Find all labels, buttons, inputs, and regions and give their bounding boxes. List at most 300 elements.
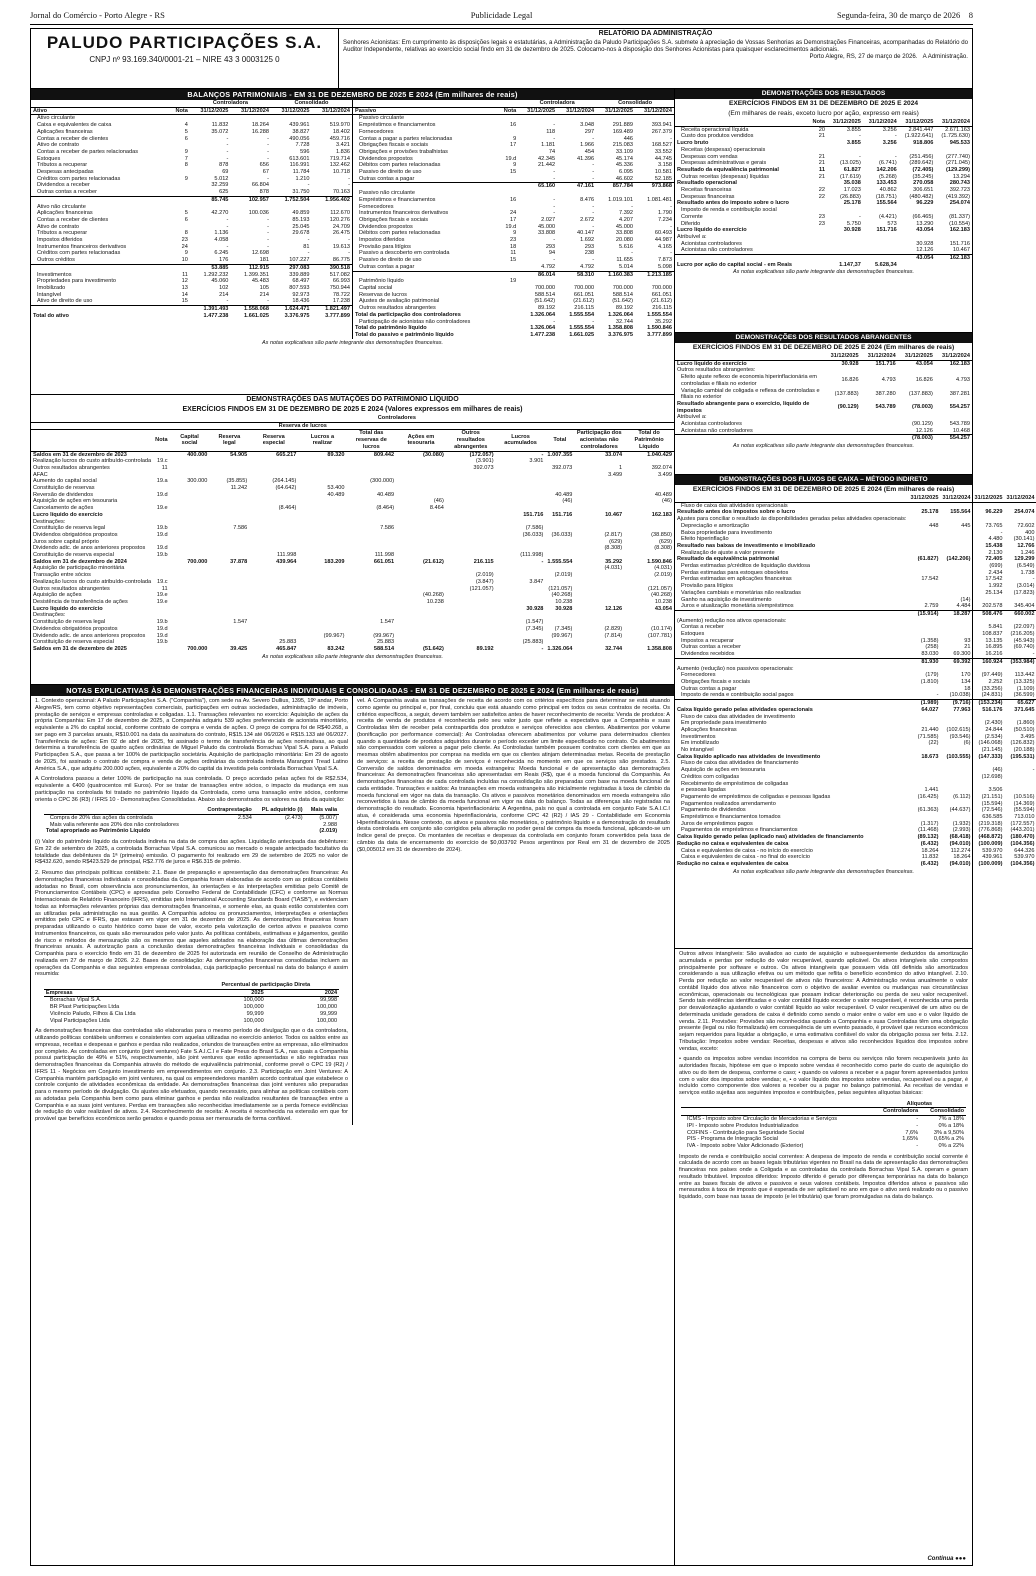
row-label: Caixa líquido gerado pelas atividades operacionais (677, 706, 813, 713)
cell-value: 588.514 (373, 645, 395, 652)
table-row (675, 154, 972, 161)
balance-sheet (31, 89, 675, 395)
cell-value: 33.808 (615, 230, 634, 237)
cell-value (635, 115, 674, 122)
cell-value (863, 147, 899, 154)
table-row (31, 579, 674, 586)
cell-value: - (307, 237, 310, 244)
cell-value: 93 (964, 637, 971, 644)
cell-value (346, 586, 396, 593)
col-date: 31/12/2024 (230, 107, 271, 115)
row-label: Saldos em 31 de dezembro de 2024 (33, 558, 127, 565)
income-statement (675, 89, 972, 333)
col-date: 31/12/2025 (899, 119, 936, 126)
cell-value: 516.176 (982, 706, 1003, 713)
cell-value (396, 572, 446, 579)
cell-value (190, 115, 231, 122)
cell-value: (10.038) (949, 692, 971, 699)
cell-value: 700.000 (573, 284, 595, 291)
cell-value: 4.792 (580, 263, 595, 270)
cell-value (254, 828, 305, 835)
cell-value: (81.337) (949, 213, 970, 220)
table-row (31, 606, 674, 613)
cell-value: 12.126 (605, 605, 623, 612)
cell-value (496, 586, 546, 593)
table-row (31, 196, 352, 203)
cell-value (545, 505, 574, 512)
cell-value (899, 262, 936, 269)
liabilities-table (353, 100, 674, 339)
row-label: Constituição de reservas (33, 485, 95, 492)
comprehensive-subtitle: EXERCÍCIOS FINDOS EM 31 DE DEZEMBRO DE 2025 E 2024 (Em milhares de reais) (692, 344, 955, 351)
comprehensive-income (675, 333, 972, 475)
cell-value: 490.056 (289, 135, 310, 142)
cell-value: 238 (584, 250, 595, 257)
row-label: Provisão para litígios (681, 583, 733, 590)
cell-value (446, 539, 496, 546)
cell-value (496, 539, 546, 546)
cell-value (545, 612, 574, 619)
cell-value (908, 502, 940, 509)
table-row (31, 498, 674, 505)
cell-value (545, 485, 574, 492)
cell-value (498, 305, 518, 312)
cell-value: (1.860) (1016, 720, 1035, 727)
cell-value (446, 639, 496, 646)
cell-value: (4.421) (879, 213, 897, 220)
cell-value (153, 646, 169, 653)
cell-value: 1.821.497 (311, 306, 352, 313)
tax-rows (681, 1116, 966, 1150)
row-label: Passivo a descoberto em controlada (359, 250, 450, 257)
cell-value: (3.014) (1016, 583, 1035, 590)
cell-value: 21 (964, 644, 971, 651)
table-row (31, 646, 674, 653)
cell-value: 81 (303, 243, 310, 250)
cell-value: (21.612) (422, 558, 444, 565)
table-row (675, 686, 1036, 693)
cell-value: 596 (300, 148, 310, 155)
table-row (675, 597, 1036, 604)
cell-value: (195.531) (1010, 753, 1035, 760)
cell-value: 2.252 (988, 678, 1003, 685)
table-row (31, 189, 352, 196)
table-row (31, 639, 674, 646)
table-row (675, 516, 1036, 523)
table-row (681, 1116, 966, 1123)
report-title: RELATÓRIO DA ADMINISTRAÇÃO (598, 30, 713, 37)
table-row (44, 1011, 339, 1018)
cell-value (169, 169, 190, 176)
cell-value (446, 498, 496, 505)
cell-value (346, 579, 396, 586)
cell-value: 18.402 (332, 128, 350, 135)
liabilities-column (353, 100, 674, 339)
cell-value (809, 241, 827, 248)
cell-value: 100,000 (243, 997, 264, 1004)
cell-value (940, 563, 972, 570)
cell-value: - (348, 175, 350, 182)
cell-value (298, 458, 346, 465)
cell-value: 116.991 (289, 162, 310, 169)
cell-value (446, 525, 496, 532)
cell-value: - (858, 153, 861, 160)
cell-value (940, 502, 972, 509)
cell-value: 15 (509, 257, 517, 264)
cell-value: 1.661.025 (569, 331, 595, 338)
cell-value (346, 539, 396, 546)
row-label: Reversão de dividendos (33, 491, 94, 498)
cell-value (249, 458, 298, 465)
table-row (675, 160, 972, 167)
cell-value (249, 519, 298, 526)
table-row (31, 586, 674, 593)
cell-value: 4 (184, 122, 188, 129)
row-label: Aplicações financeiras (37, 210, 93, 217)
cell-value: 13.294 (952, 173, 970, 180)
table-row (31, 565, 674, 572)
cell-value: 105 (259, 284, 269, 291)
cell-value (574, 639, 624, 646)
cell-value (298, 579, 346, 586)
cell-value: - (1032, 576, 1035, 583)
cell-value: (129.299) (946, 166, 970, 173)
cell-value (249, 532, 298, 539)
cell-value: (1.109) (1016, 685, 1035, 692)
cell-value (972, 714, 1004, 721)
table-row (675, 530, 1036, 537)
row-label: Lucro líquido do exercício (677, 227, 747, 234)
group-consolidado: Consolidado (271, 100, 352, 107)
cell-value (899, 147, 936, 154)
table-row (681, 1130, 966, 1137)
cell-value: - (1032, 767, 1035, 774)
row-label: Pagamento de empréstimos de coligadas e pessoas ligadas (681, 793, 831, 800)
cell-value: 8.476 (580, 196, 595, 203)
cell-value: 64.027 (921, 706, 939, 713)
cell-value (209, 579, 249, 586)
row-label: Provisão para litígios (359, 243, 411, 250)
cell-value (863, 207, 899, 214)
cell-value: 58.310 (557, 271, 596, 278)
cell-value: 162.183 (949, 227, 970, 234)
cell-value: 392.073 (473, 464, 494, 471)
cell-value (346, 545, 396, 552)
cell-value: (21.145) (981, 747, 1003, 754)
cell-value (498, 285, 518, 292)
note-2c: vel. A Companhia avalia as transações de receita de acordo com os critérios específicos para determinar se está atuando como agente ou principal e, por final, concluiu que está atuando como principal em todos os seus contratos de receita. Os critérios específicos, a seguir, devem também ser satisfeitos antes de haver reconhecimento de receita: Venda de produtos: A receita de venda de produtos é reconhecida pelo seu valor justo que reflete a expectativa que a Companhia e suas Controladas têm de receber pela contrapartida dos produtos e serviços oferecidos aos clientes. Abatimentos por volume (bonificação por performance comercial): As Controladas oferecem abatimentos por volume para determinados clientes quando a quantidade de produtos adquiridos durante o período exceder um limite especificado no contrato. Os abatimentos são compensados com valores a pagar pelo cliente. As Controladas também possuem contratos com clientes em que as mesmas obtêm abatimentos por compras na medida em que os clientes atinjam determinadas metas. Receita de prestação de serviços: a receita de prestação de serviços é reconhecida no momento em que os serviços são prestados. 2.5. Conversão de saldos denominados em moeda estrangeira: Moeda funcional e de apresentação das demonstrações financeiras: As demonstrações financeiras são apresentadas em Reais (R$), que é a moeda funcional da Companhia. As demonstrações financeiras de cada controlada incluídas na consolidação são preparadas com base na moeda funcional de cada entidade. Transações e saldos: As transações em moeda estrangeira são inicialmente registradas à taxa de câmbio da moeda funcional em vigor na data da transação. Os ativos e passivos monetários denominados em moeda estrangeira são reconvertidos à taxa de câmbio da moeda funcional em vigor na data do balanço. Todas as diferenças são registradas na demonstração do resultado. Economia hiperinflacionária: A Argentina, país no qual a controlada em conjunto Fate S.A.I.C.I atua, é considerada uma economia hiperinflacionária, conforme CPC 42 (R2) / IAS 29 - Contabilidade em Economia Hiperinflacionária. Nesse contexto, os ativos e passivos não monetários, o patrimônio líquido e a demonstração do resultado desta controlada em conjunto são corrigidos pela alteração no poder geral de compra da moeda funcional, aplicando-se um índice geral de preços. Os montantes de receitas e despesas da controlada em conjunto foram convertidos pela taxa de câmbio da data de encerramento do exercício de $0,003792 Pesos argentinos por Real em 31 de dezembro de 2025 ($0,005012 em 31 de dezembro de 2024). (357, 698, 670, 853)
cell-value: 23 (509, 237, 517, 244)
cell-value: 19.e (156, 505, 168, 512)
cell-value: 16 (509, 122, 517, 129)
cell-value: - (592, 223, 595, 230)
table-row (675, 760, 1036, 767)
row-label: Juros de empréstimos pagos (681, 820, 753, 827)
cell-value: (264.145) (272, 478, 297, 485)
cell-value: (443.201) (1010, 827, 1035, 834)
cell-value (908, 781, 940, 788)
cell-value: (51.642) (422, 645, 444, 652)
row-label: Estoques (37, 155, 61, 162)
col-head: 2024 (266, 989, 339, 997)
cell-value (170, 619, 210, 626)
cell-value: 508.476 (972, 610, 1004, 617)
cell-value: 5.750 (846, 220, 861, 227)
cell-value: 61.827 (843, 166, 861, 173)
cell-value: 1.441 (924, 787, 939, 794)
table-row (31, 458, 674, 465)
cell-value: (46) (662, 498, 672, 505)
cell-value (170, 532, 210, 539)
table-row (31, 559, 674, 566)
cell-value: 68.497 (292, 278, 310, 285)
table-row (681, 1143, 966, 1150)
cell-value: 183.209 (324, 558, 345, 565)
cell-value (940, 774, 972, 781)
note-1: 1. Contexto operacional: A Paludo Participações S.A. ("Companhia"), com sede na Av. Severo Dullius, 1395, 19º andar, Porto Alegre/RS, tem como objetivo representações comerciais, participações em outras sociedades, administração de imóveis, prestação de serviços e empresas controladas e coligadas. 1.1. Transações relevantes no exercício: Aquisição de ações da própria Companhia: Em 17 de dezembro de 2025, a Companhia adquiriu 539 ações preferenciais de acionista minoritário, equivalente a 2% do capital social, conforme contrato de compra e venda de ações. O preço de compra foi de R$40.268, a ser pago em 3 parcelas anuais, R$10.001 na data da assinatura do contrato, R$15.134 até 06/2026 e R$15.133 até 06/2027. Transferência de ações: Em 02 de abril de 2025, foi assinado o termo de transferência de ações nominativas, ao qual determina a transferência de quatro ações ordinárias de Miguel Paludo da controlada Borrachas Vipal S.A. para a Paludo Participações S.A., que passa a ter 100% de participação societária. Aquisição de participação minoritária: Em 29 de agosto de 2025, foi assinado o contrato de compra e venda de ações ordinárias da controlada indireta Marangoni Tread Latino América S.A., que adquiriu 200.000 ações, equivalente a 20% do capital da investida pela controlada Borrachas Vipal S.A. (35, 698, 348, 772)
table-row (353, 204, 674, 211)
cell-value: (480.482) (909, 193, 934, 200)
table-row (675, 187, 972, 194)
cell-value: - (553, 135, 556, 142)
cell-value: 33.552 (654, 148, 672, 155)
cell-value: 517.082 (329, 271, 350, 278)
row-label: Resultado operacional (677, 180, 737, 187)
cell-value (635, 278, 674, 285)
col-date: 31/12/2025 (974, 495, 1003, 501)
cell-value: 644.326 (1014, 847, 1035, 854)
cell-value: 392.073 (552, 464, 573, 471)
cell-value (170, 552, 210, 559)
cell-value: (50.510) (1013, 726, 1035, 733)
equity-title: DEMONSTRAÇÕES DAS MUTAÇÕES DO PATRIMÔNIO LÍQUIDO (246, 396, 459, 403)
cell-value: 10.467 (605, 511, 623, 518)
cell-value: 18.287 (940, 610, 972, 617)
cell-value (396, 519, 446, 526)
cell-value (346, 612, 396, 619)
row-label: Contas a receber de partes relacionadas (37, 148, 139, 155)
cell-value: 1.358.808 (647, 645, 672, 652)
cell-value: (21.612) (651, 298, 672, 305)
cell-value: (2.019) (554, 572, 573, 579)
table-row (31, 298, 352, 305)
table-row (353, 217, 674, 224)
row-label: Fornecedores (359, 203, 394, 210)
cell-value (1004, 774, 1036, 781)
cell-value: 19.d (156, 491, 168, 498)
cell-value: 43.054 (654, 605, 672, 612)
cell-value (153, 565, 169, 572)
cell-value: 133.453 (876, 180, 897, 187)
cell-value (498, 176, 518, 183)
cell-value: - (670, 203, 672, 210)
cell-value (574, 519, 624, 526)
cell-value (908, 597, 940, 604)
cell-value: - (348, 182, 350, 189)
cashflow-rows (675, 502, 1036, 867)
cell-value: 2.841.447 (908, 126, 934, 133)
row-label: Aplicações financeiras (37, 128, 93, 135)
cell-value: 13.135 (985, 637, 1003, 644)
cell-value (545, 545, 574, 552)
cell-value (153, 512, 169, 519)
cell-value: (6.112) (953, 793, 971, 800)
row-label: Lucro líquido do exercício (33, 605, 103, 612)
cell-value (940, 747, 972, 754)
cell-value: 0% a 18% (938, 1122, 965, 1129)
table-row (675, 428, 972, 435)
table-row (675, 624, 1036, 631)
cell-value: 12 (181, 278, 188, 285)
cell-value: (2.019) (654, 572, 672, 579)
cell-value: 2.988 (323, 821, 338, 828)
row-label: Fornecedores (681, 672, 716, 679)
table-row (31, 115, 352, 122)
cell-value: - (916, 1122, 919, 1129)
row-label: Em imobilizado (681, 740, 719, 747)
cell-value: 18 (964, 685, 971, 692)
notes-title: NOTAS EXPLICATIVAS ÀS DEMONSTRAÇÕES FINANCEIRAS INDIVIDUAIS E CONSOLIDADAS - EM 31 DE DEZEMBRO DE 2025 E 2024 (Em milhares de reais) (31, 685, 674, 696)
cell-value: (4.031) (654, 565, 672, 572)
cell-value: 878 (259, 189, 269, 196)
cell-value: 3.421 (336, 142, 350, 149)
cell-value: 12.126 (915, 427, 933, 434)
cell-value (170, 472, 210, 479)
cell-value: (121.057) (469, 585, 494, 592)
table-row (675, 247, 972, 254)
cell-value (298, 532, 346, 539)
cell-value (545, 565, 574, 572)
cell-value: 1.738 (1020, 569, 1035, 576)
row-label: Dividendos propostos (359, 155, 413, 162)
cell-value: 86.775 (332, 257, 350, 264)
assets-table (31, 100, 352, 320)
cell-value: - (894, 153, 897, 160)
cell-value (827, 207, 863, 214)
balance-title: BALANÇOS PATRIMONIAIS - EM 31 DE DEZEMBRO DE 2025 E 2024 (Em milhares de reais) (31, 89, 674, 100)
cell-value (827, 241, 863, 248)
cell-value: (1.810) (920, 678, 939, 685)
cell-value: 67 (262, 169, 269, 176)
cell-value (908, 590, 940, 597)
cell-value (209, 545, 249, 552)
table-row (675, 126, 972, 133)
cell-value (809, 200, 827, 207)
cell-value (209, 599, 249, 606)
cell-value: (121.057) (648, 585, 672, 592)
row-label (675, 435, 824, 442)
cell-value: 160.924 (972, 658, 1004, 665)
table-row (353, 149, 674, 156)
cell-value (271, 115, 312, 122)
cell-value: - (592, 257, 595, 264)
row-label: Resultado da equivalência patrimonial (677, 166, 779, 173)
cell-value (396, 458, 446, 465)
table-row (31, 169, 352, 176)
cell-value (545, 619, 574, 626)
cell-value (249, 545, 298, 552)
cell-value: 392.723 (949, 187, 970, 194)
equity-col-head: Lucros a realizar (298, 430, 346, 451)
cell-value: (55.594) (1013, 807, 1035, 814)
cell-value (574, 612, 624, 619)
row-label: Fluxo de caixa das atividades de investimento (681, 713, 796, 720)
cell-value: 11.832 (921, 854, 939, 861)
cell-value: 3% a 9,50% (933, 1129, 965, 1136)
cell-value (908, 543, 940, 550)
cell-value: 29.678 (292, 230, 310, 237)
cell-value (545, 519, 574, 526)
cell-value: 3.499 (658, 471, 672, 478)
cell-value: 1.181 (541, 142, 556, 149)
cell-value: 21 (818, 153, 825, 160)
cell-value: 539.970 (982, 847, 1003, 854)
cell-value (1004, 618, 1036, 625)
table-row (31, 492, 674, 499)
col-date: 31/12/2025 (824, 353, 861, 360)
cell-value (346, 519, 396, 526)
cell-value: (468.872) (978, 834, 1003, 841)
row-label: Ativo não circulante (37, 203, 86, 210)
cell-value (827, 247, 863, 254)
cell-value: - (267, 243, 269, 250)
cell-value: 100,000 (316, 1017, 338, 1024)
cell-value (1004, 787, 1036, 794)
cell-value: (13.025) (840, 160, 861, 167)
cell-value: 24 (509, 210, 517, 217)
cell-value: (10.554) (949, 220, 970, 227)
cell-value: 9 (513, 135, 517, 142)
cell-value: (30.141) (1013, 536, 1035, 543)
cell-value (863, 247, 899, 254)
cell-value: 1 (619, 464, 623, 471)
col-date: 31/12/2024 (557, 107, 596, 115)
cell-value: (35.245) (912, 173, 934, 180)
table-row (675, 214, 972, 221)
cell-value: 25.045 (292, 223, 310, 230)
cell-value: 280.743 (949, 180, 970, 187)
row-label: Aumento (redução) nos passivos operacionais: (677, 665, 794, 672)
cell-value (545, 458, 574, 465)
cell-value: 72.405 (985, 556, 1003, 563)
cell-value: - (1032, 651, 1035, 658)
col-head: Controladora (873, 1108, 920, 1116)
cell-value: 1.040.429 (647, 451, 672, 458)
cell-value: (72.405) (912, 166, 934, 173)
row-label: Passivo de direito de uso (359, 257, 422, 264)
cell-value (298, 512, 346, 519)
col-date: 31/12/2024 (935, 119, 972, 126)
cell-value: 33.109 (615, 148, 634, 155)
cell-value: (353.984) (1004, 658, 1036, 665)
cell-value (824, 414, 861, 421)
cell-value: 700.000 (187, 645, 208, 652)
cell-value (1004, 781, 1036, 788)
cell-value: 4.165 (658, 243, 672, 250)
cell-value (557, 115, 596, 122)
cell-value: 24 (181, 243, 188, 250)
cell-value (824, 367, 861, 374)
cell-value: - (670, 223, 672, 230)
table-row (675, 174, 972, 181)
cell-value: 23 (818, 213, 825, 220)
cell-value (518, 115, 557, 122)
row-label: Ganho na aquisição de investimento (681, 596, 772, 603)
cell-value: 3.495 (1020, 733, 1035, 740)
cell-value: 15 (509, 169, 517, 176)
cell-value: - (541, 645, 544, 652)
cell-value (908, 530, 940, 537)
